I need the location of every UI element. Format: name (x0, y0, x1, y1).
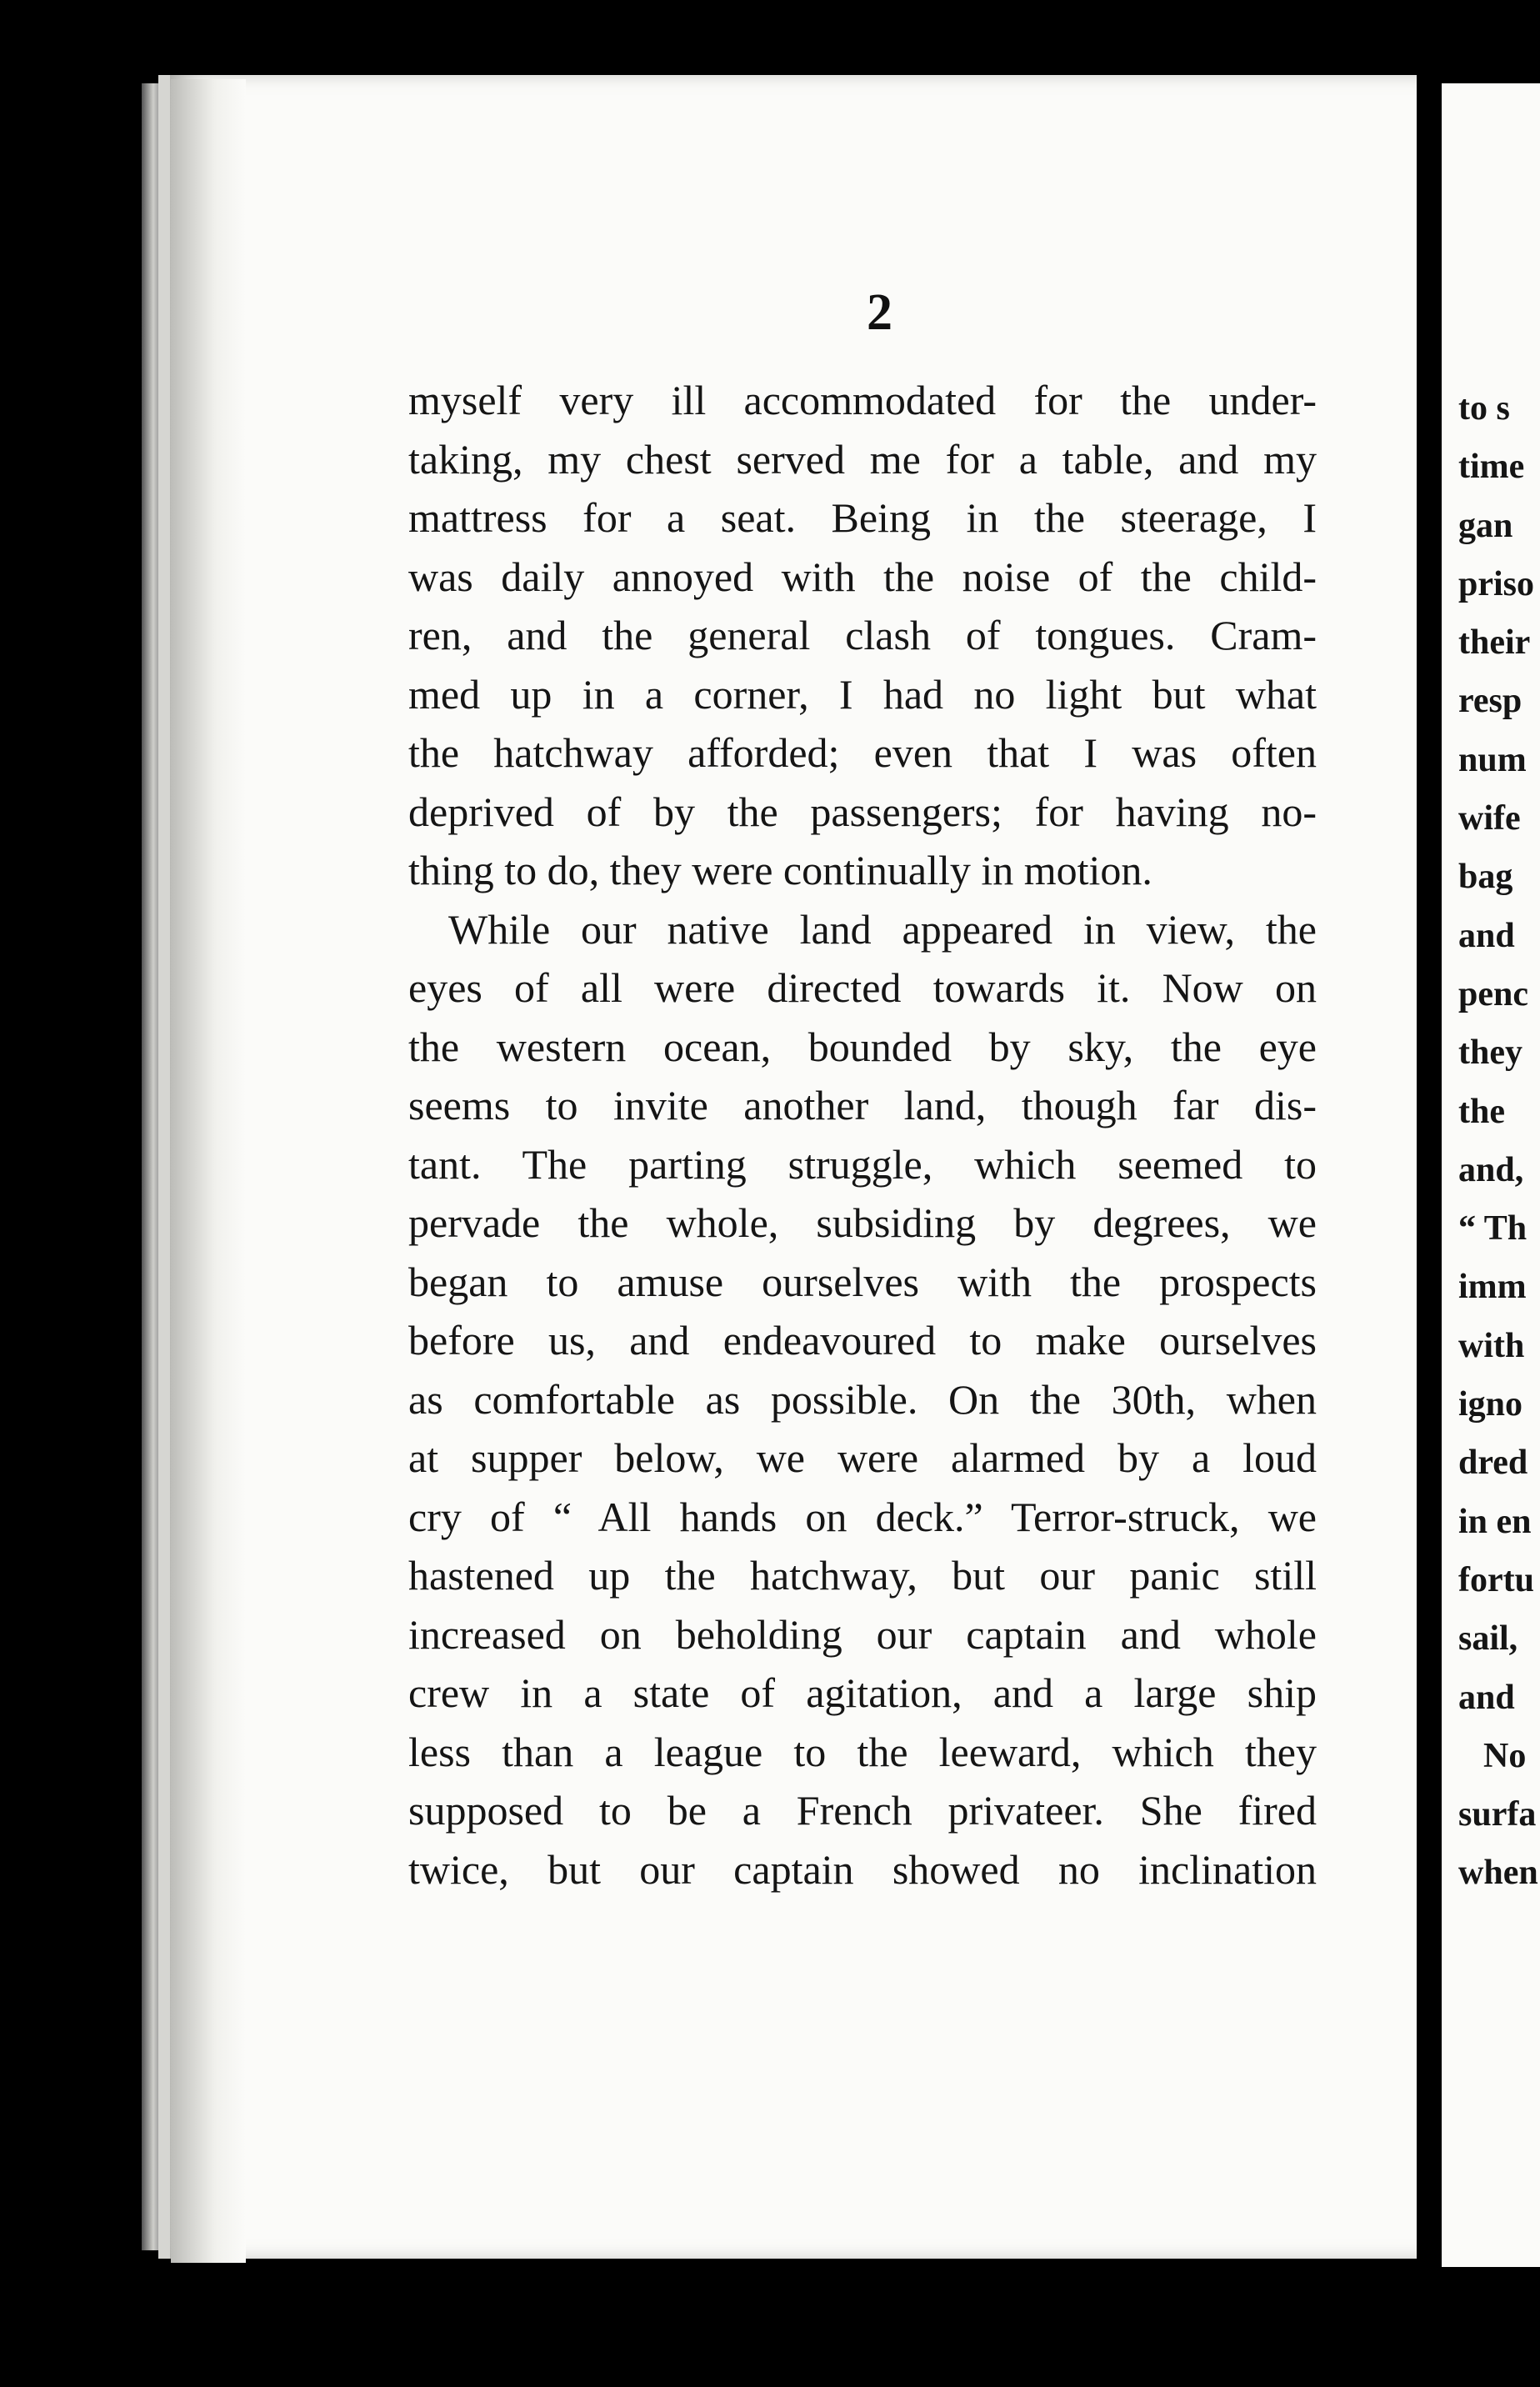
text-fragment: when (1458, 1854, 1538, 1893)
text-fragment: resp (1458, 682, 1522, 721)
text-line: the hatchway afforded; even that I was often (408, 729, 1317, 776)
right-page-text-fragments (1458, 379, 1540, 1903)
text-fragment: gan (1458, 506, 1513, 545)
page-edge-shadow (171, 79, 246, 2263)
text-fragment: the (1458, 1092, 1505, 1131)
text-line: as comfortable as possible. On the 30th, when (408, 1375, 1317, 1423)
text-line: thing to do, they were continually in motion. (408, 847, 1152, 893)
text-line: taking, my chest served me for a table, and my (408, 435, 1317, 483)
book-gutter (1417, 50, 1442, 2317)
text-line: was daily annoyed with the noise of the child- (408, 553, 1317, 600)
text-fragment: penc (1458, 974, 1528, 1013)
text-fragment: they (1458, 1033, 1522, 1073)
text-fragment: No (1483, 1736, 1527, 1775)
text-line: crew in a state of agitation, and a large ship (408, 1669, 1317, 1716)
text-line: mattress for a seat. Being in the steerage, I (408, 494, 1317, 541)
text-line: med up in a corner, I had no light but what (408, 670, 1317, 718)
text-line: the western ocean, bounded by sky, the eye (408, 1023, 1317, 1070)
text-fragment: to s (1458, 389, 1510, 428)
page-number: 2 (867, 284, 892, 341)
text-line: tant. The parting struggle, which seemed to (408, 1140, 1317, 1188)
text-line: at supper below, we were alarmed by a loud (408, 1434, 1317, 1481)
text-line: supposed to be a French privateer. She fired (408, 1787, 1317, 1834)
text-line: myself very ill accommodated for the under- (408, 377, 1317, 423)
text-line: twice, but our captain showed no inclination (408, 1845, 1317, 1893)
text-fragment: with (1458, 1326, 1525, 1365)
text-fragment: surfa (1458, 1795, 1537, 1834)
text-line: before us, and endeavoured to make ourselves (408, 1317, 1317, 1364)
text-fragment: and, (1458, 1150, 1524, 1189)
text-line: deprived of by the passengers; for having no- (408, 788, 1317, 835)
text-fragment: dred (1458, 1444, 1528, 1483)
text-line: ren, and the general clash of tongues. Cram- (408, 612, 1317, 658)
text-line: hastened up the hatchway, but our panic still (408, 1552, 1317, 1599)
text-fragment: in en (1458, 1502, 1532, 1541)
text-fragment: time (1458, 448, 1525, 487)
text-line: began to amuse ourselves with the prospects (408, 1258, 1317, 1305)
text-line: seems to invite another land, though far dis- (408, 1082, 1317, 1128)
text-fragment: bag (1458, 858, 1513, 897)
text-line: pervade the whole, subsiding by degrees, we (408, 1199, 1317, 1246)
text-line: While our native land appeared in view, the (448, 905, 1317, 953)
text-line: eyes of all were directed towards it. Now on (408, 964, 1317, 1011)
text-fragment: sail, (1458, 1619, 1518, 1659)
text-fragment: their (1458, 623, 1531, 663)
text-fragment: wife (1458, 799, 1521, 838)
text-fragment: fortu (1458, 1560, 1534, 1599)
text-fragment: and (1458, 916, 1515, 955)
text-line: less than a league to the leeward, which they (408, 1728, 1317, 1775)
text-fragment: and (1458, 1678, 1515, 1717)
text-fragment: num (1458, 740, 1527, 779)
text-line: cry of “ All hands on deck.” Terror-struck, we (408, 1493, 1317, 1540)
text-fragment: “ Th (1458, 1209, 1528, 1249)
text-fragment: imm (1458, 1268, 1527, 1307)
left-page-body-text (408, 371, 1317, 1899)
text-fragment: priso (1458, 564, 1535, 603)
text-line: increased on beholding our captain and whole (408, 1610, 1317, 1658)
text-fragment: igno (1458, 1385, 1523, 1424)
